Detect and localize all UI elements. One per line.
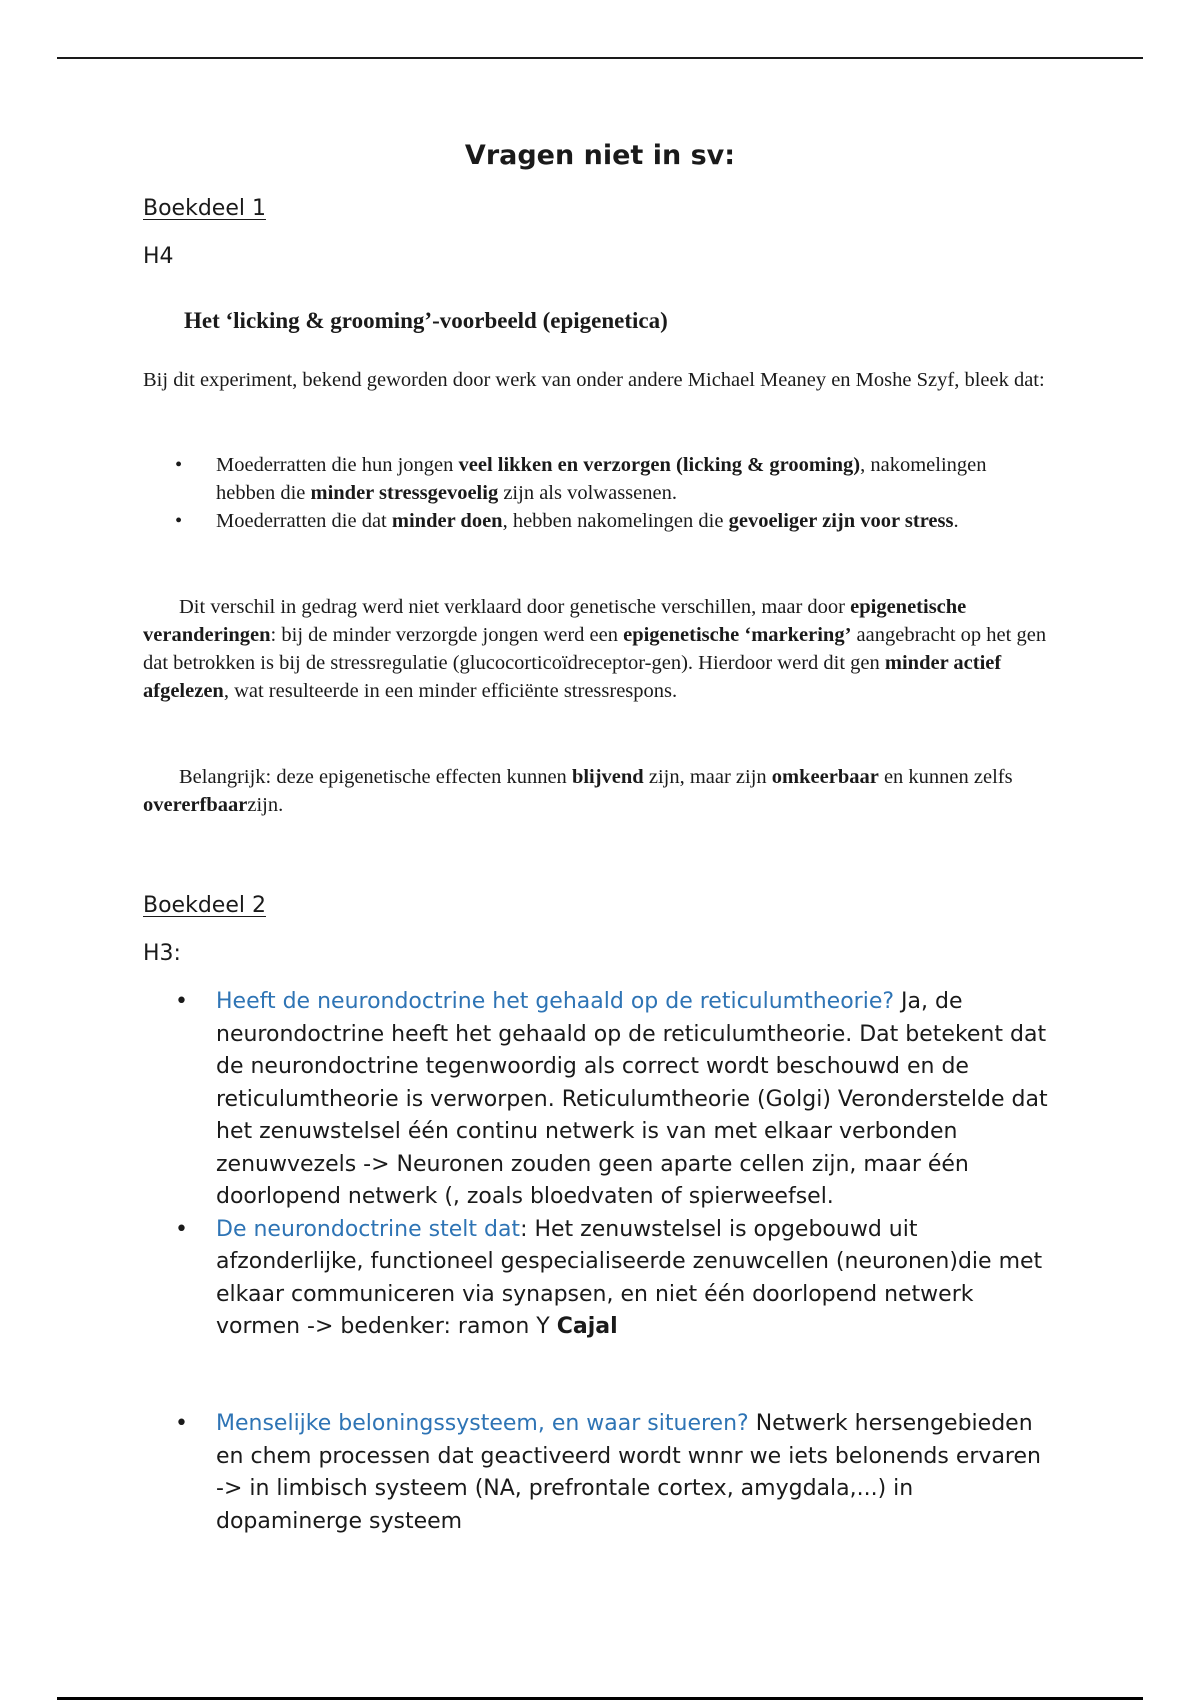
neuro-questions-list <box>143 986 1053 1344</box>
list-item: • Moederratten die dat minder doen, hebben nakomelingen die gevoeliger zijn voor stress. <box>143 507 1043 535</box>
epigenetics-bullet-list <box>143 451 1043 535</box>
important-note-paragraph: Belangrijk: deze epigenetische effecten kunnen blijvend zijn, maar zijn omkeerbaar en kunnen zelfs overerfbaarzijn. <box>143 766 1013 816</box>
header-rule <box>57 57 1143 59</box>
list-item: • Menselijke beloningssysteem, en waar situeren? Netwerk hersengebieden en chem processen dat geactiveerd wordt wnnr we iets belonends ervaren -> in limbisch systeem (NA, prefrontale cortex, amygdala,...) in dopaminerge systeem <box>143 1408 1053 1538</box>
intro-paragraph: Bij dit experiment, bekend geworden door werk van onder andere Michael Meaney en Moshe Szyf, bleek dat: <box>143 369 1045 391</box>
subheading-licking-grooming: Het ‘licking & grooming’-voorbeeld (epigenetica) <box>184 308 668 333</box>
reward-system-list <box>143 1408 1053 1538</box>
page-title: Vragen niet in sv: <box>464 140 736 171</box>
question-text: Heeft de neurondoctrine het gehaald op de reticulumtheorie? <box>216 989 895 1014</box>
question-text: De neurondoctrine stelt dat <box>216 1216 521 1242</box>
section-heading-boekdeel-2: Boekdeel 2 <box>143 893 266 918</box>
list-item: • Moederratten die hun jongen veel likken en verzorgen (licking & grooming), nakomelingen hebben die minder stressgevoelig zijn als volwassenen. <box>143 451 1043 507</box>
list-item: • De neurondoctrine stelt dat: Het zenuwstelsel is opgebouwd uit afzonderlijke, functioneel gespecialiseerde zenuwcellen (neuronen)die met elkaar communiceren via synapsen, en niet één doorlopend netwerk vormen -> bedenker: ramon Y Cajal <box>143 1214 1053 1344</box>
chapter-label-h4: H4 <box>143 244 174 269</box>
epigenetic-explanation-paragraph: Dit verschil in gedrag werd niet verklaard door genetische verschillen, maar door epigenetische veranderingen: bij de minder verzorgde jongen werd een epigenetische ‘markering’ aangebracht op het gen dat betrokken is bij de stressregulatie (glucocorticoïdreceptor-gen). Hierdoor werd dit gen minder actief afgelezen, wat resulteerde in een minder efficiënte stressrespons. <box>143 596 1047 702</box>
question-text: Menselijke beloningssysteem, en waar situeren? <box>216 1411 749 1436</box>
section-heading-boekdeel-1: Boekdeel 1 <box>143 196 266 221</box>
list-item: • Heeft de neurondoctrine het gehaald op de reticulumtheorie? Ja, de neurondoctrine heeft het gehaald op de reticulumtheorie. Dat betekent dat de neurondoctrine tegenwoordig als correct wordt beschouwd en de reticulumtheorie is verworpen. Reticulumtheorie (Golgi) Veronderstelde dat het zenuwstelsel één continu netwerk is van met elkaar verbonden zenuwvezels -> Neuronen zouden geen aparte cellen zijn, maar één doorlopend netwerk (, zoals bloedvaten of spierweefsel. <box>143 986 1053 1214</box>
chapter-label-h3: H3: <box>143 941 181 966</box>
